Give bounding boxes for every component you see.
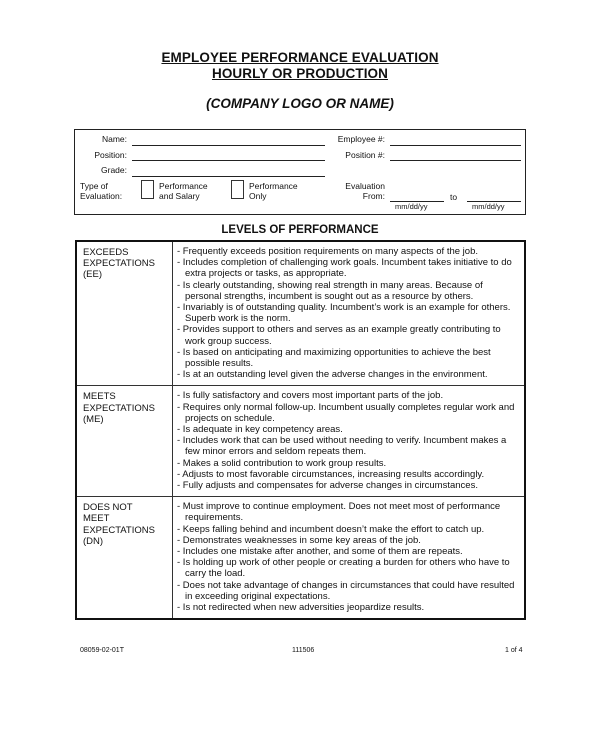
- level-row-meets: [77, 385, 524, 496]
- grade-field[interactable]: [132, 176, 325, 177]
- position-number-field[interactable]: [390, 160, 521, 161]
- performance-and-salary-label: Performance and Salary: [159, 181, 208, 201]
- page-number: 1 of 4: [505, 647, 523, 654]
- criteria-item: - Is clearly outstanding, showing real strength in many areas. Because of personal strengths, incumbent is sought out as a resource by others.: [177, 279, 483, 302]
- criteria-item: - Demonstrates weaknesses in some key areas of the job.: [177, 534, 421, 546]
- evaluation-type-label: Type of Evaluation:: [80, 181, 123, 201]
- criteria-item: - Includes work that can be used without needing to verify. Incumbent makes a few minor errors and seldom repeats them.: [177, 435, 507, 458]
- level-label: EXCEEDS EXPECTATIONS (EE): [77, 242, 173, 385]
- criteria-item: - Is not redirected when new adversities jeopardize results.: [177, 602, 425, 614]
- criteria-item: - Must improve to continue employment. Does not meet most of performance requirements.: [177, 501, 501, 524]
- criteria-item: - Is at an outstanding level given the adverse changes in the environment.: [177, 369, 488, 381]
- criteria-item: - Requires only normal follow-up. Incumbent usually completes regular work and projects on schedule.: [177, 401, 515, 424]
- criteria-item: - Makes a solid contribution to work group results.: [177, 457, 387, 469]
- grade-label: Grade:: [101, 165, 127, 175]
- performance-only-checkbox[interactable]: [231, 180, 244, 199]
- levels-heading: LEVELS OF PERFORMANCE: [221, 224, 379, 236]
- document-subtitle: HOURLY OR PRODUCTION: [211, 66, 389, 81]
- position-label: Position:: [94, 150, 127, 160]
- employee-number-field[interactable]: [390, 145, 521, 146]
- criteria-item: - Is based on anticipating and maximizing opportunities to achieve the best possible results.: [177, 346, 491, 370]
- criteria-item: - Does not take advantage of changes in circumstances that could have resulted in exceeding original expectations.: [177, 579, 515, 602]
- criteria-item: - Is fully satisfactory and covers most important parts of the job.: [177, 390, 444, 402]
- from-date-format-hint: mm/dd/yy: [395, 202, 428, 211]
- criteria-item: - Includes completion of challenging work goals. Incumbent takes initiative to do extra projects or tasks, as appropriate.: [177, 257, 512, 280]
- criteria-item: - Invariably is of outstanding quality. Incumbent’s work is an example for others. Superb work is the norm.: [177, 302, 511, 325]
- company-logo-placeholder: (COMPANY LOGO OR NAME): [206, 96, 394, 111]
- criteria-item: - Provides support to others and serves as an example greatly contributing to work group success.: [177, 324, 501, 347]
- level-criteria-list: [173, 386, 524, 496]
- level-label: DOES NOT MEET EXPECTATIONS (DN): [77, 497, 173, 618]
- to-date-format-hint: mm/dd/yy: [472, 202, 505, 211]
- level-row-does-not-meet: [77, 496, 524, 618]
- performance-and-salary-checkbox[interactable]: [141, 180, 154, 199]
- employee-number-label: Employee #:: [337, 134, 385, 144]
- criteria-item: - Frequently exceeds position requirements on many aspects of the job.: [177, 246, 478, 257]
- revision-number: 111506: [292, 647, 315, 654]
- position-number-label: Position #:: [345, 150, 385, 160]
- evaluation-from-label: Evaluation From:: [345, 181, 385, 201]
- criteria-item: - Keeps falling behind and incumbent doesn’t make the effort to catch up.: [177, 523, 485, 535]
- document-title: EMPLOYEE PERFORMANCE EVALUATION: [161, 50, 439, 65]
- criteria-item: - Includes one mistake after another, and some of them are repeats.: [177, 546, 463, 558]
- position-field[interactable]: [132, 160, 325, 161]
- name-field[interactable]: [132, 145, 325, 146]
- criteria-item: - Is holding up work of other people or creating a burden for others who have to carry the load.: [177, 557, 510, 580]
- criteria-item: - Adjusts to most favorable circumstances, increasing results accordingly.: [177, 468, 485, 480]
- levels-of-performance-table: [75, 240, 526, 620]
- to-label: to: [450, 192, 458, 202]
- level-label: MEETS EXPECTATIONS (ME): [77, 386, 173, 496]
- form-code: 08059-02-01T: [80, 647, 124, 654]
- name-label: Name:: [101, 134, 127, 144]
- performance-only-label: Performance Only: [249, 181, 298, 201]
- level-row-exceeds: [77, 242, 524, 385]
- criteria-item: - Fully adjusts and compensates for adverse changes in circumstances.: [177, 480, 478, 492]
- level-criteria-list: [173, 497, 524, 618]
- employee-info-form: [74, 129, 526, 215]
- level-criteria-list: [173, 242, 524, 385]
- criteria-item: - Is adequate in key competency areas.: [177, 424, 343, 436]
